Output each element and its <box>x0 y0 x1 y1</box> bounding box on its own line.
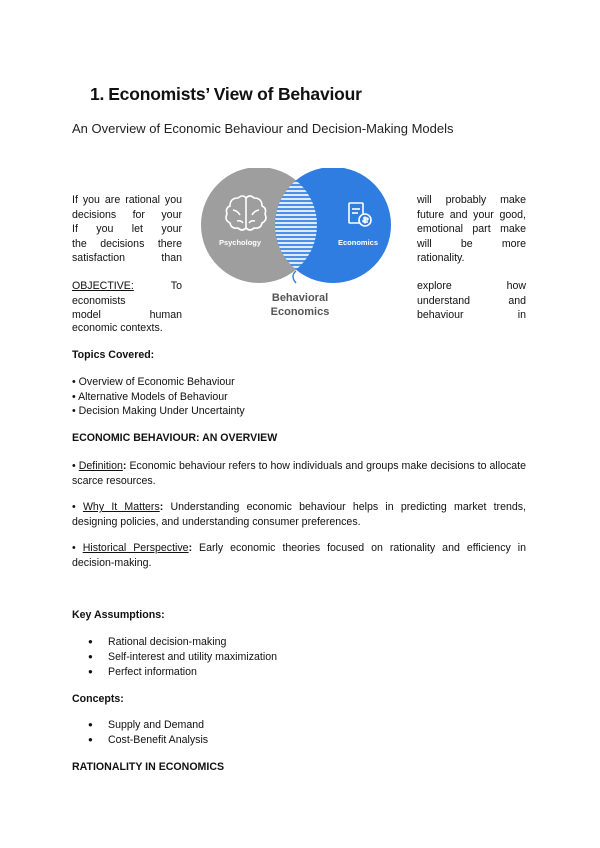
intro-right-line: future and your good, <box>417 208 526 221</box>
intro-left-line: If you let your <box>72 223 182 236</box>
intro-right-line: will be more <box>417 237 526 250</box>
intro-left-column <box>72 193 182 266</box>
objective-left-line: model human <box>72 309 182 322</box>
intro-right-column <box>417 193 526 266</box>
overview-point-definition: • Definition: Economic behaviour refers to how individuals and groups make decisions to allocate scarce resources. <box>72 460 526 487</box>
overview-heading: ECONOMIC BEHAVIOUR: AN OVERVIEW <box>72 432 278 444</box>
list-item: ● Self-interest and utility maximization <box>88 650 277 665</box>
point-label: Definition <box>78 460 123 472</box>
overview-point-history: • Historical Perspective: Early economic theories focused on rationality and efficiency in decision-making. <box>72 542 526 569</box>
point-label: Why It Matters <box>82 501 160 513</box>
objective-right-line: understand and <box>417 294 526 307</box>
point-text: Understanding economic behaviour helps in predicting market trends, designing policies, and understanding consumer preferences. <box>72 501 526 528</box>
title-text: Economists’ View of Behaviour <box>108 84 362 104</box>
concepts-list <box>88 718 208 748</box>
page-title <box>90 84 362 105</box>
objective-first-word: To <box>170 280 182 292</box>
rationality-heading: RATIONALITY IN ECONOMICS <box>72 761 225 773</box>
intro-right-line: rationality. <box>417 252 465 265</box>
intro-right-line: will probably make <box>417 194 526 206</box>
venn-right-label: Economics <box>337 238 379 247</box>
bullet: • <box>72 501 76 513</box>
page-subtitle: An Overview of Economic Behaviour and Decision-Making Models <box>72 121 454 136</box>
topic-item: • Overview of Economic Behaviour <box>72 376 235 388</box>
title-number: 1. <box>90 84 105 104</box>
objective-first-line <box>72 279 182 294</box>
list-item: ● Cost-Benefit Analysis <box>88 733 208 748</box>
objective-right-column <box>417 279 526 323</box>
venn-left-label: Psychology <box>218 238 262 247</box>
intro-right-line: emotional part make <box>417 223 526 236</box>
concepts-heading: Concepts: <box>72 693 124 705</box>
point-text: Early economic theories focused on rationality and efficiency in decision-making. <box>72 542 526 569</box>
overview-point-why: • Why It Matters: Understanding economic behaviour helps in predicting market trends, designing policies, and understanding consumer preferences. <box>72 501 526 528</box>
intro-left-line: If you are rational you <box>72 194 182 206</box>
topic-item: • Alternative Models of Behaviour <box>72 390 228 403</box>
intro-left-line: satisfaction than <box>72 252 182 265</box>
venn-caption-line1: Behavioral <box>271 292 329 304</box>
behavioral-economics-venn <box>196 168 406 328</box>
list-item: ● Rational decision-making <box>88 635 277 650</box>
assumptions-list <box>88 635 277 679</box>
topics-list <box>72 375 245 419</box>
point-text: Economic behaviour refers to how individuals and groups make decisions to allocate scarce resources. <box>72 460 526 487</box>
objective-left-column <box>72 279 182 323</box>
caption-pointer <box>293 271 296 283</box>
venn-caption-line2: Economics <box>270 306 330 318</box>
objective-right-line: behaviour in <box>417 309 526 322</box>
topic-item: • Decision Making Under Uncertainty <box>72 405 245 417</box>
bullet: • <box>72 542 76 554</box>
objective-last-line: economic contexts. <box>72 322 163 334</box>
list-item: ● Supply and Demand <box>88 718 208 733</box>
assumptions-heading: Key Assumptions: <box>72 609 165 621</box>
objective-right-line: explore how <box>417 280 526 292</box>
intro-left-line: the decisions there <box>72 237 182 250</box>
bullet: • <box>72 460 76 472</box>
objective-left-line: economists <box>72 294 126 307</box>
list-item: ● Perfect information <box>88 665 277 680</box>
intro-left-line: decisions for your <box>72 208 182 221</box>
topics-heading: Topics Covered: <box>72 349 155 361</box>
point-label: Historical Perspective <box>82 542 189 554</box>
objective-label: OBJECTIVE: <box>72 280 134 292</box>
